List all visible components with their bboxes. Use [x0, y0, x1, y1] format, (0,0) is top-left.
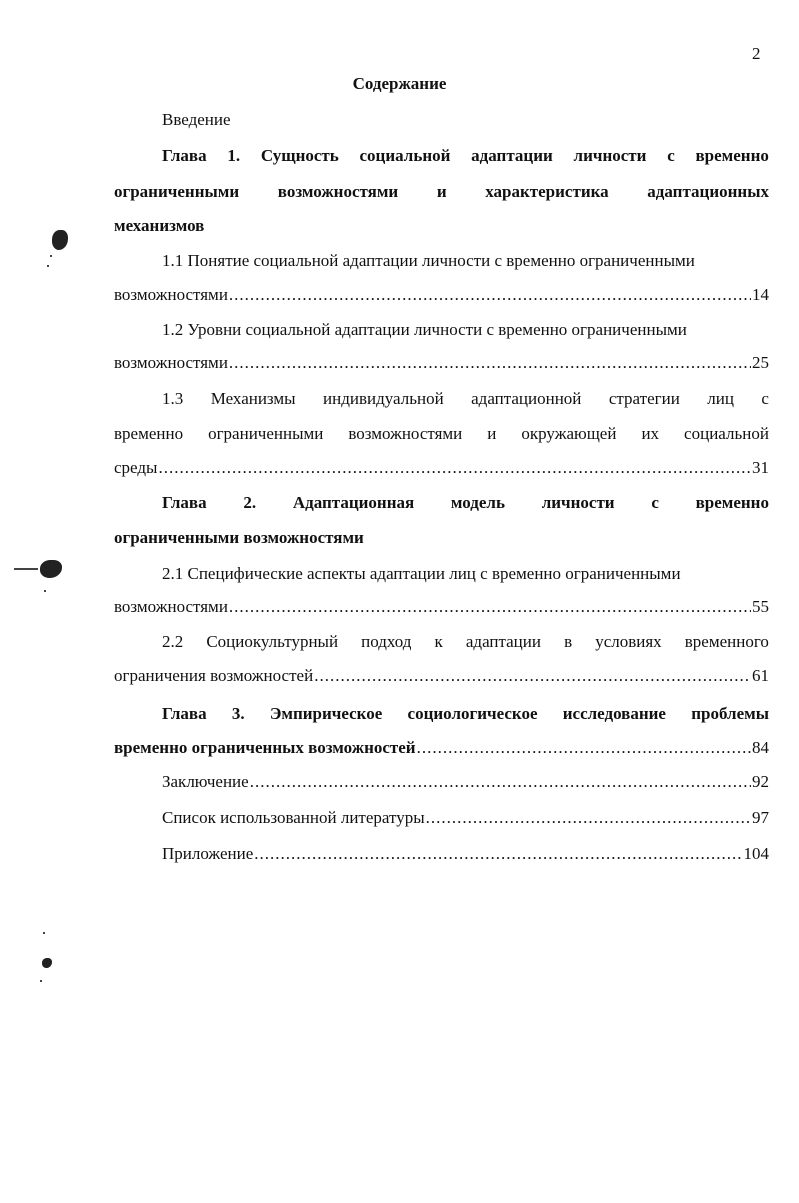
scan-artifact — [50, 255, 52, 257]
word: социальной — [684, 424, 769, 443]
word: к — [434, 632, 443, 651]
word: с — [651, 493, 659, 512]
section-1-1-entry — [114, 285, 769, 305]
chapter1-heading-line2 — [114, 182, 769, 202]
references-label: Список использованной литературы — [162, 808, 425, 827]
toc-introduction: Введение — [162, 110, 231, 129]
word: личности — [541, 493, 615, 512]
section-2-1-page: 55 — [752, 597, 769, 616]
leader-dots — [158, 458, 751, 478]
section-1-2-page: 25 — [752, 353, 769, 372]
word: Механизмы — [210, 389, 296, 408]
scan-artifact — [44, 590, 46, 592]
leader-dots — [314, 666, 751, 686]
word: ограниченными — [114, 182, 240, 201]
scan-artifact — [52, 230, 68, 250]
section-1-1-page: 14 — [752, 285, 769, 304]
word: 2.2 — [162, 632, 184, 651]
word: Сущность — [260, 146, 339, 165]
scan-artifact — [43, 932, 45, 934]
word: окружающей — [521, 424, 617, 443]
word: модель — [450, 493, 505, 512]
section-1-3-page: 31 — [752, 458, 769, 477]
appendix-entry — [162, 844, 769, 864]
word: Глава — [162, 493, 207, 512]
word: лиц — [707, 389, 734, 408]
chapter3-entry — [114, 738, 769, 758]
section-1-3-entry — [114, 458, 769, 478]
leader-dots — [229, 353, 751, 373]
word: Глава — [162, 146, 207, 165]
word: 1. — [227, 146, 241, 165]
chapter1-heading-line3: механизмов — [114, 216, 205, 235]
word: личности — [573, 146, 647, 165]
word: Глава — [162, 704, 207, 723]
leader-dots — [250, 772, 751, 792]
word: условиях — [595, 632, 662, 651]
page-number: 2 — [752, 44, 761, 63]
chapter2-heading-line2: ограниченными возможностями — [114, 528, 364, 547]
chapter3-heading-line2: временно ограниченных возможностей — [114, 738, 416, 757]
chapter1-heading-line1 — [162, 146, 769, 166]
word: временного — [684, 632, 769, 651]
conclusion-page: 92 — [752, 772, 769, 791]
word: адаптационных — [647, 182, 769, 201]
section-1-2-title: 1.2 Уровни социальной адаптации личности с временно ограниченными — [162, 320, 687, 339]
word: возможностями — [277, 182, 399, 201]
word: адаптации — [465, 632, 541, 651]
word: ограниченными — [208, 424, 324, 443]
appendix-page: 104 — [743, 844, 769, 863]
word: возможностями — [348, 424, 463, 443]
appendix-label: Приложение — [162, 844, 254, 863]
word: их — [641, 424, 660, 443]
word: индивидуальной — [323, 389, 444, 408]
section-1-1-title: 1.1 Понятие социальной адаптации личности с временно ограниченными — [162, 251, 695, 270]
section-1-3-line3: среды — [114, 458, 158, 477]
scan-artifact — [14, 568, 38, 570]
conclusion-entry — [162, 772, 769, 792]
section-2-2-line1 — [162, 632, 769, 652]
word: временно — [695, 146, 769, 165]
word: подход — [361, 632, 412, 651]
word: социальной — [359, 146, 451, 165]
word: временно — [114, 424, 184, 443]
word: социологическое — [407, 704, 538, 723]
section-1-2-line2: возможностями — [114, 353, 228, 372]
leader-dots — [229, 285, 751, 305]
word: и — [487, 424, 497, 443]
section-1-3-line1 — [162, 389, 769, 409]
word: Социокультурный — [206, 632, 339, 651]
references-entry — [162, 808, 769, 828]
leader-dots — [229, 597, 751, 617]
word: Эмпирическое — [269, 704, 383, 723]
section-2-2-page: 61 — [752, 666, 769, 685]
chapter3-heading-line1 — [162, 704, 769, 724]
word: Адаптационная — [292, 493, 415, 512]
section-1-1-line2: возможностями — [114, 285, 228, 304]
scan-artifact — [47, 265, 49, 267]
word: 1.3 — [162, 389, 184, 408]
section-1-3-line2 — [114, 424, 769, 444]
word: адаптации — [471, 146, 553, 165]
section-1-2-entry — [114, 353, 769, 373]
chapter2-heading-line1 — [162, 493, 769, 513]
word: проблемы — [691, 704, 769, 723]
word: адаптационной — [471, 389, 582, 408]
section-2-1-line2: возможностями — [114, 597, 228, 616]
chapter3-page: 84 — [752, 738, 769, 757]
word: стратегии — [608, 389, 680, 408]
word: временно — [695, 493, 769, 512]
word: характеристика — [485, 182, 609, 201]
leader-dots — [254, 844, 742, 864]
word: 2. — [243, 493, 257, 512]
leader-dots — [417, 738, 751, 758]
scan-artifact — [42, 958, 52, 968]
word: с — [667, 146, 675, 165]
word: 3. — [231, 704, 245, 723]
scan-artifact — [40, 980, 42, 982]
section-2-1-entry — [114, 597, 769, 617]
scan-artifact — [40, 560, 62, 578]
section-2-1-title: 2.1 Специфические аспекты адаптации лиц с временно ограниченными — [162, 564, 681, 583]
section-2-2-entry — [114, 666, 769, 686]
word: исследование — [562, 704, 666, 723]
word: в — [564, 632, 573, 651]
references-page: 97 — [752, 808, 769, 827]
word: и — [436, 182, 447, 201]
section-2-2-line2: ограничения возможностей — [114, 666, 314, 685]
word: с — [761, 389, 769, 408]
conclusion-label: Заключение — [162, 772, 249, 791]
page-title: Содержание — [352, 74, 447, 93]
leader-dots — [426, 808, 751, 828]
